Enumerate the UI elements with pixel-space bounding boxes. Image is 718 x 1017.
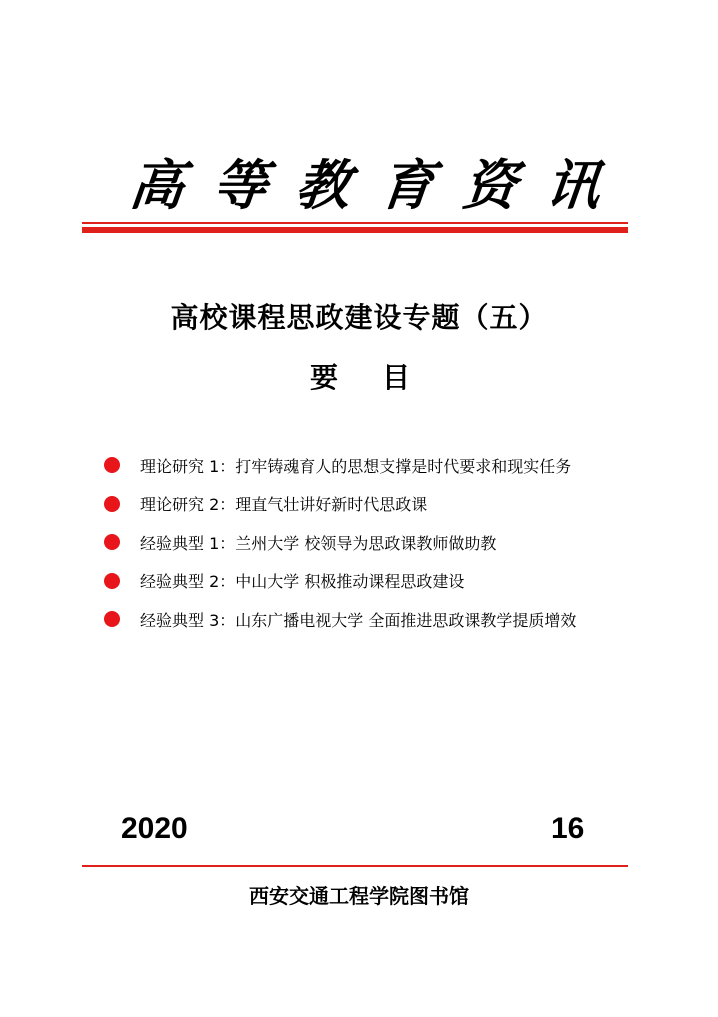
issue-year: 2020 <box>121 812 188 845</box>
toc-item[interactable] <box>104 600 664 639</box>
masthead-char: 育 <box>376 153 437 217</box>
header-divider-thin <box>82 222 628 224</box>
toc-item[interactable] <box>104 523 664 562</box>
bullet-icon <box>104 496 120 512</box>
toc-heading-char: 目 <box>381 361 410 394</box>
toc-item-text: 经验典型 1：兰州大学 校领导为思政课教师做助教 <box>140 533 497 553</box>
masthead-char: 教 <box>293 153 354 217</box>
header-divider-thick <box>82 227 628 233</box>
publisher-name: 西安交通工程学院图书馆 <box>249 884 469 908</box>
bullet-icon <box>104 573 120 589</box>
issue-title: 高校课程思政建设专题（五） <box>170 301 548 334</box>
bullet-icon <box>104 457 120 473</box>
table-of-contents <box>104 446 664 639</box>
issue-number: 16 <box>551 812 585 845</box>
masthead-char: 讯 <box>542 153 604 217</box>
masthead-char: 资 <box>459 153 521 217</box>
masthead-char: 等 <box>209 153 271 217</box>
toc-item-text: 经验典型 3：山东广播电视大学 全面推进思政课教学提质增效 <box>140 610 577 630</box>
bullet-icon <box>104 611 120 627</box>
masthead-char: 高 <box>126 153 188 217</box>
toc-item-text: 经验典型 2：中山大学 积极推动课程思政建设 <box>140 572 465 592</box>
masthead-title <box>80 150 630 220</box>
bullet-icon <box>104 534 120 550</box>
toc-heading <box>310 356 410 396</box>
toc-item-text: 理论研究 1：打牢铸魂育人的思想支撑是时代要求和现实任务 <box>140 456 572 476</box>
toc-heading-char: 要 <box>310 361 339 394</box>
toc-item[interactable] <box>104 562 664 601</box>
toc-item-text: 理论研究 2：理直气壮讲好新时代思政课 <box>140 495 428 515</box>
footer-divider <box>82 865 628 867</box>
toc-item[interactable] <box>104 446 664 485</box>
toc-item[interactable] <box>104 485 664 524</box>
